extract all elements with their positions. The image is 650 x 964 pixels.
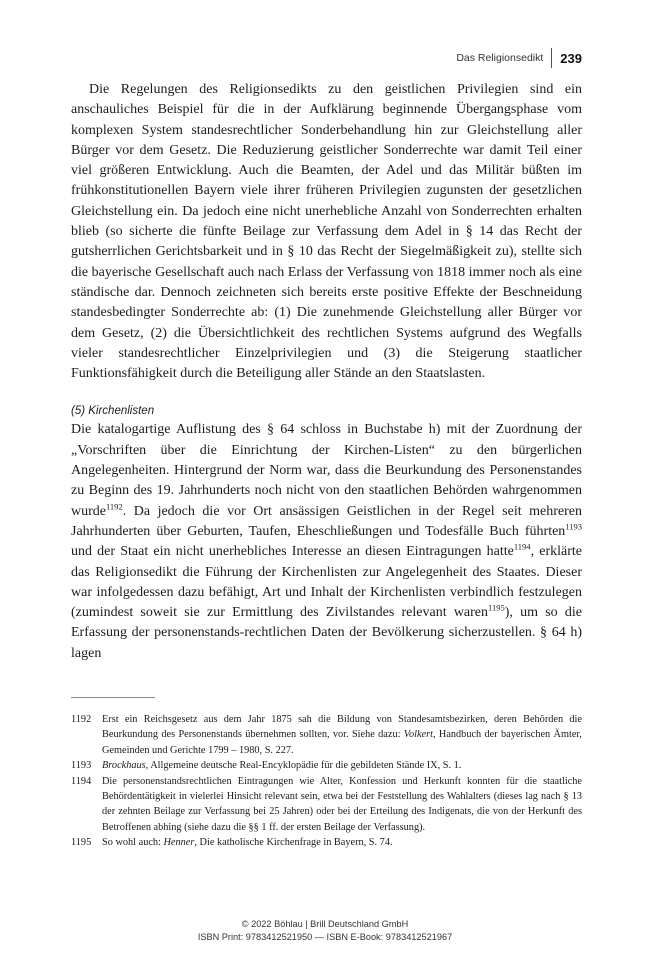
footnote-author: Henner (163, 837, 195, 849)
footnote-ref-1192[interactable]: 1192 (106, 500, 123, 511)
page-number: 239 (560, 50, 582, 66)
section-subheading: (5) Kirchenlisten (71, 405, 155, 418)
footnote-ref-1195[interactable]: 1195 (488, 602, 505, 613)
footnote-1193 (71, 758, 582, 773)
footnote-text-post: , Allgemeine deutsche Real-Encyklopädie für die gebildeten Stände IX, S. 1. (145, 760, 462, 772)
footnote-1192 (71, 712, 582, 758)
footnote-text-pre: Die personenstandsrechtlichen Eintragungen wie Alter, Konfession und Herkunft konnten für die staatliche Behördentätigkeit in vielerlei Hinsicht relevant sein, etwa bei der Feststellung des Wahlalters (dieses lag nach § 13 der zehnten Beilage zur Verfassung bei 25 Jahren) oder bei der Erteilung des Indigenats, die von der Herkunft des Betroffenen abhing (siehe dazu die §§ 1 ff. der ersten Beilage der Verfassung). (102, 775, 582, 833)
copyright-line: © 2022 Böhlau | Brill Deutschland GmbH (241, 919, 409, 929)
footnote-1195 (71, 835, 582, 850)
footnote-text-post: , Die katholische Kirchenfrage in Bayern, S. 74. (194, 837, 393, 849)
footnote-text-post: , Handbuch der bayerischen Ämter, Gemeinden und Gerichte 1799 – 1980, S. 227. (102, 729, 582, 756)
footnote-text-pre: So wohl auch: (102, 837, 164, 849)
footnote-number: 1194 (71, 775, 92, 787)
footnote-text (102, 835, 582, 850)
footnote-text-pre: Erst ein Reichsgesetz aus dem Jahr 1875 sah die Bildung von Standesamtsbezirken, deren Behörden die Beurkundung des Personenstands übernehmen sollten, vor. Siehe dazu: (102, 714, 582, 741)
footnote-1194 (71, 774, 582, 836)
running-title: Das Religionsedikt (456, 52, 544, 64)
paragraph-2-part-b: . Da jedoch die vor Ort ansässigen Geistlichen in der Regel seit mehreren Jahrhunderten über Geburten, Taufen, Eheschließungen und Todesfälle Buch führten (71, 503, 582, 539)
running-header (456, 44, 582, 72)
paragraph-2-part-c: und der Staat ein nicht unerhebliches Interesse an diesen Eintragungen hatte (71, 544, 514, 560)
footnote-number: 1193 (71, 760, 92, 772)
paragraph-1: Die Regelungen des Religionsedikts zu den geistlichen Privilegien sind ein anschauliches Beispiel für die in der Aufklärung beginnende Übergangsphase vom komplexen System standesrechtlicher Sonderbehandlung hin zur Gleichstellung aller Bürger vor dem Gesetz. Die Reduzierung geistlicher Sonderrechte war damit Teil einer viel größeren Entwicklung. Auch die Beamten, der Adel und das Militär büßten im frühkonstitutionellen Bayern viele ihrer früheren Privilegien zugunsten der gesetzlichen Gleichstellung ein. Da jedoch eine nicht unerhebliche Anzahl von Sonderrechten erhalten blieb (so sicherte die fünfte Beilage zur Verfassung dem Adel in § 14 das Recht der gutsherrlichen Gerichtsbarkeit und in § 10 das Recht der Siegelmäßigkeit zu), stellte sich die bayerische Gesellschaft auch nach Erlass der Verfassung von 1818 immer noch als eine ständische dar. Dennoch zeichneten sich bereits erste positive Effekte der Beschneidung standesbedingter Sonderrechte ab: (1) Die zunehmende Gleichstellung aller Bürger vor dem Gesetz, (2) die Übersichtlichkeit des rechtlichen Systems aufgrund des Wegfalls vieler standesrechtlicher Einzelprivilegien und (3) die Steigerung staatlicher Funktionsfähigkeit durch die Beteiligung aller Stände an den Staatslasten. (71, 82, 582, 382)
main-text (71, 80, 582, 664)
footnote-author: Brockhaus (102, 760, 146, 772)
footnote-ref-1193[interactable]: 1193 (565, 521, 582, 532)
footnote-text (102, 712, 582, 758)
footnote-ref-1194[interactable]: 1194 (513, 541, 531, 552)
footnote-author: Volkert (403, 729, 433, 741)
paragraph-2-part-d: , erklärte das Religionsedikt die Führung der Kirchenlisten zur Angelegenheit des Staates. Dieser war infolgedessen dazu befähigt, Art und Inhalt der Kirchenlisten verbindlich festzulegen (zumindest soweit sie zur Ermittlung des Zivilstandes relevant waren (71, 544, 582, 621)
paragraph-2 (71, 420, 582, 664)
paragraph-2-part-a: Die katalogartige Auflistung des § 64 schloss in Buchstabe h) mit der Zuordnung der „Vorschriften über die Einrichtung der Kirchen-Listen“ zu den bürgerlichen Angelegenheiten. Hintergrund der Norm war, dass die Beurkundung des Personenstandes zu Beginn des 19. Jahrhunderts noch nicht von den staatlichen Behörden wahrgenommen wurde (71, 422, 582, 519)
page-footer (0, 918, 650, 944)
footnote-number: 1192 (71, 714, 92, 725)
footnote-number: 1195 (71, 837, 92, 849)
footnotes (71, 712, 582, 851)
footnote-separator (71, 697, 155, 698)
footnote-text (102, 758, 582, 773)
isbn-line: ISBN Print: 9783412521950 — ISBN E-Book: 9783412521967 (197, 932, 453, 942)
paragraph-2-part-e: ), um so die Erfassung der personenstands-rechtlichen Daten der Bevölkerung sicherzustellen. § 64 h) lagen (71, 605, 582, 661)
footnote-text (102, 774, 582, 836)
